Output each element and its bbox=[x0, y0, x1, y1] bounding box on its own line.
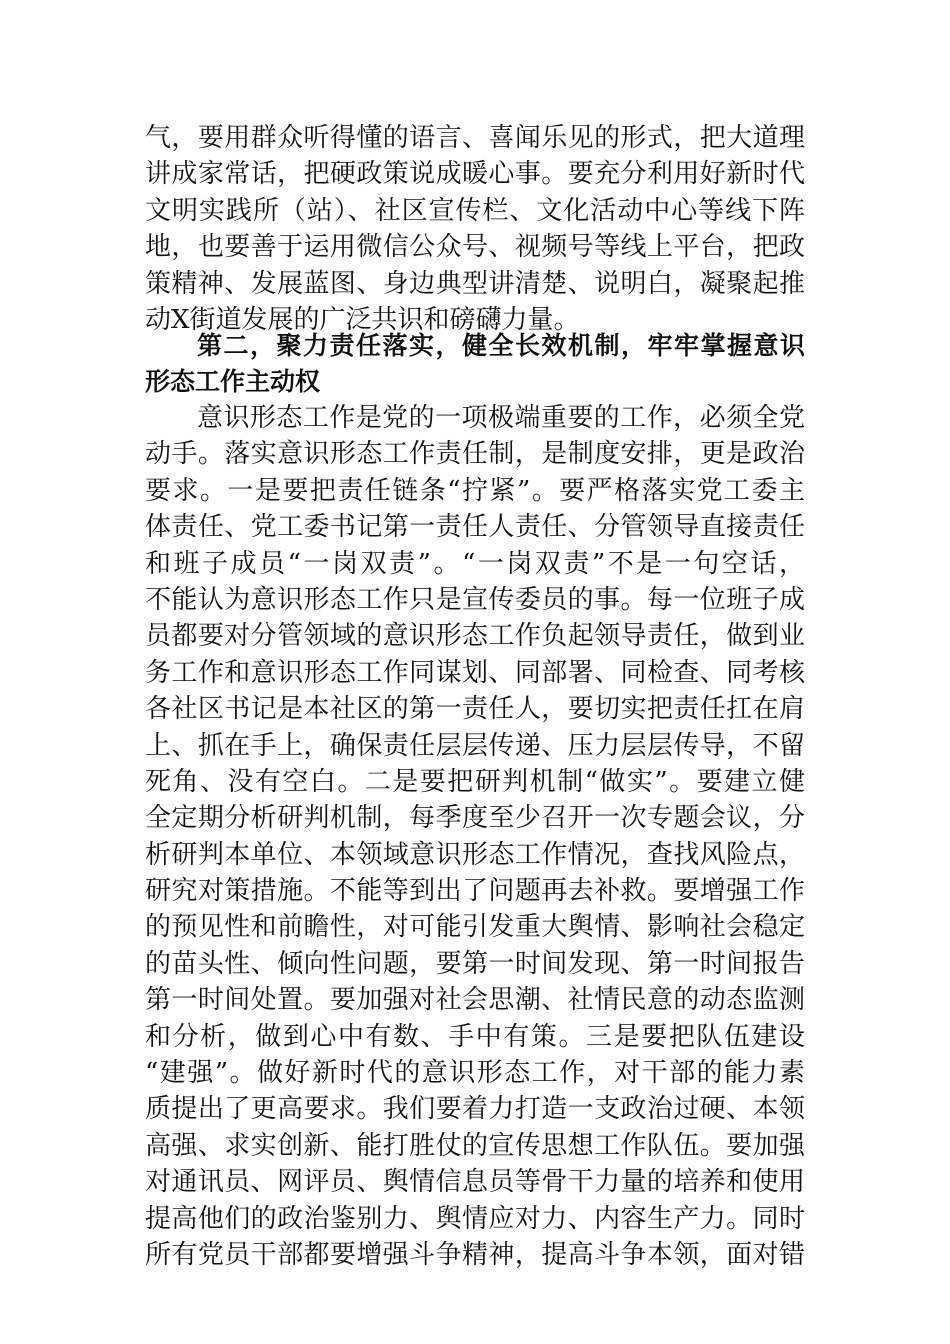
paragraph-2-line: 全定期分析研判机制，每季度至少召开一次专题会议，分 bbox=[145, 803, 805, 834]
paragraph-1-line: 地，也要善于运用微信公众号、视频号等线上平台，把政 bbox=[145, 232, 805, 263]
paragraph-2-line: 高强、求实创新、能打胜仗的宣传思想工作队伍。要加强 bbox=[145, 1130, 805, 1161]
paragraph-2-line: 所有党员干部都要增强斗争精神，提高斗争本领，面对错 bbox=[145, 1239, 805, 1270]
paragraph-2-line: 和班子成员“一岗双责”。“一岗双责”不是一句空话， bbox=[145, 548, 805, 579]
paragraph-2-line: 动手。落实意识形态工作责任制，是制度安排，更是政治 bbox=[145, 439, 805, 470]
paragraph-2-line: 研究对策措施。不能等到出了问题再去补救。要增强工作 bbox=[145, 876, 805, 907]
paragraph-2-line: “建强”。做好新时代的意识形态工作，对干部的能力素 bbox=[145, 1058, 805, 1089]
paragraph-2-line: 质提出了更高要求。我们要着力打造一支政治过硬、本领 bbox=[145, 1094, 805, 1125]
section-heading-line: 形态工作主动权 bbox=[145, 367, 321, 397]
paragraph-2-line: 提高他们的政治鉴别力、舆情应对力、内容生产力。同时 bbox=[145, 1203, 805, 1234]
section-heading-line: 第二，聚力责任落实，健全长效机制，牢牢掌握意识 bbox=[197, 331, 805, 360]
paragraph-1-line: 文明实践所（站）、社区宣传栏、文化活动中心等线下阵 bbox=[145, 195, 805, 226]
section-heading bbox=[145, 328, 805, 401]
paragraph-2-line: 的预见性和前瞻性，对可能引发重大舆情、影响社会稳定 bbox=[145, 912, 805, 943]
paragraph-2-line: 各社区书记是本社区的第一责任人，要切实把责任扛在肩 bbox=[145, 694, 805, 725]
paragraph-2-line: 第一时间处置。要加强对社会思潮、社情民意的动态监测 bbox=[145, 985, 805, 1016]
paragraph-1 bbox=[145, 120, 805, 338]
paragraph-1-line: 动X街道发展的广泛共识和磅礴力量。 bbox=[145, 304, 580, 335]
paragraph-2-line: 不能认为意识形态工作只是宣传委员的事。每一位班子成 bbox=[145, 584, 805, 615]
paragraph-1-line: 气，要用群众听得懂的语言、喜闻乐见的形式，把大道理 bbox=[145, 123, 805, 153]
paragraph-2-line: 对通讯员、网评员、舆情信息员等骨干力量的培养和使用 bbox=[145, 1167, 805, 1198]
paragraph-2-line: 的苗头性、倾向性问题，要第一时间发现、第一时间报告 bbox=[145, 948, 805, 979]
paragraph-2-line: 上、抓在手上，确保责任层层传递、压力层层传导，不留 bbox=[145, 730, 805, 761]
paragraph-2-line: 体责任、党工委书记第一责任人责任、分管领导直接责任 bbox=[145, 512, 805, 543]
paragraph-1-line: 策精神、发展蓝图、身边典型讲清楚、说明白，凝聚起推 bbox=[145, 268, 805, 299]
paragraph-2-line: 员都要对分管领域的意识形态工作负起领导责任，做到业 bbox=[145, 621, 805, 652]
paragraph-2-line: 意识形态工作是党的一项极端重要的工作，必须全党 bbox=[197, 403, 805, 433]
paragraph-2-line: 死角、没有空白。二是要把研判机制“做实”。要建立健 bbox=[145, 766, 805, 797]
paragraph-1-line: 讲成家常话，把硬政策说成暖心事。要充分利用好新时代 bbox=[145, 159, 805, 190]
paragraph-2-line: 和分析，做到心中有数、手中有策。三是要把队伍建设 bbox=[145, 1021, 805, 1052]
paragraph-2-line: 析研判本单位、本领域意识形态工作情况，查找风险点， bbox=[145, 839, 805, 870]
paragraph-2 bbox=[145, 400, 805, 1273]
paragraph-2-line: 要求。一是要把责任链条“拧紧”。要严格落实党工委主 bbox=[145, 475, 805, 506]
paragraph-2-line: 务工作和意识形态工作同谋划、同部署、同检查、同考核 bbox=[145, 657, 805, 688]
